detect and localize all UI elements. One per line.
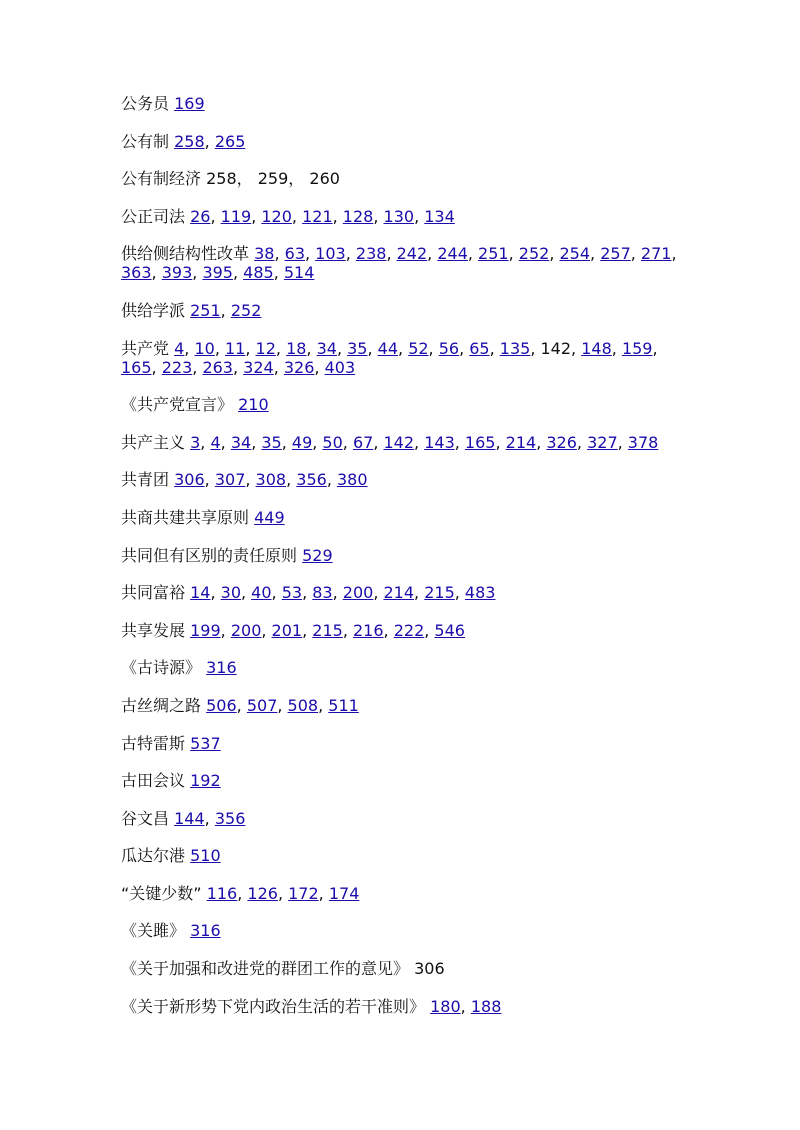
page-link[interactable]: 121 — [302, 206, 333, 226]
index-term: 共商共建共享原则 — [121, 507, 250, 527]
index-term: 《古诗源》 — [121, 658, 202, 678]
page-link[interactable]: 537 — [190, 733, 221, 753]
index-term: 《关于新形势下党内政治生活的若干准则》 — [121, 996, 426, 1016]
index-entry — [121, 997, 691, 1016]
page-separator: , — [204, 808, 215, 828]
page-link[interactable]: 18 — [286, 338, 307, 358]
page-link[interactable]: 546 — [434, 620, 465, 640]
index-entry — [121, 771, 691, 790]
page-separator: , — [314, 357, 325, 377]
page-separator: , — [342, 620, 353, 640]
page-separator: , — [275, 338, 287, 358]
page-separator: , — [414, 206, 425, 226]
index-entry — [121, 658, 691, 677]
page-link[interactable]: 223 — [161, 357, 193, 377]
index-entry — [121, 583, 691, 602]
page-link[interactable]: 215 — [424, 583, 455, 603]
page-link[interactable]: 174 — [328, 883, 360, 903]
page-number: 260 — [309, 169, 340, 189]
page-link[interactable]: 142 — [383, 432, 415, 452]
page-separator: , — [332, 583, 343, 603]
page-separator: ， — [288, 169, 310, 189]
index-entry — [121, 470, 691, 489]
page-link[interactable]: 251 — [478, 244, 509, 264]
page-link[interactable]: 56 — [438, 338, 460, 358]
page-link[interactable]: 514 — [283, 263, 315, 283]
page-link[interactable]: 63 — [284, 244, 305, 264]
page-link[interactable]: 316 — [206, 658, 237, 678]
page-separator: , — [414, 583, 425, 603]
page-separator: , — [204, 131, 215, 151]
index-entry — [121, 846, 691, 865]
index-term: 《关于加强和改进党的群团工作的意见》 — [121, 959, 410, 979]
page-separator: , — [318, 695, 329, 715]
page-link[interactable]: 363 — [121, 263, 152, 283]
page-link[interactable]: 34 — [316, 338, 337, 358]
page-link[interactable]: 356 — [296, 470, 327, 490]
page-link[interactable]: 258 — [174, 131, 205, 151]
page-separator: , — [454, 432, 465, 452]
page-link[interactable]: 308 — [255, 470, 287, 490]
page-link[interactable]: 50 — [322, 432, 343, 452]
index-term: 谷文昌 — [121, 808, 170, 828]
page-separator: , — [530, 338, 541, 358]
page-separator: , — [611, 338, 622, 358]
index-entry — [121, 508, 691, 527]
index-term: 古丝绸之路 — [121, 695, 202, 715]
page-link[interactable]: 188 — [470, 996, 502, 1016]
page-link[interactable]: 134 — [424, 206, 455, 226]
page-link[interactable]: 483 — [464, 583, 496, 603]
page-link[interactable]: 326 — [546, 432, 577, 452]
index-term: “关键少数” — [121, 883, 202, 903]
page-link[interactable]: 327 — [587, 432, 618, 452]
page-link[interactable]: 119 — [220, 206, 252, 226]
page-separator: , — [220, 432, 231, 452]
index-entry — [121, 395, 691, 414]
page-link[interactable]: 35 — [261, 432, 282, 452]
page-link[interactable]: 265 — [214, 131, 246, 151]
page-separator: , — [184, 338, 195, 358]
index-entry — [121, 132, 691, 151]
page-separator: , — [302, 620, 313, 640]
page-separator: , — [232, 263, 244, 283]
page-link[interactable]: 529 — [302, 545, 333, 565]
page-link[interactable]: 26 — [190, 206, 211, 226]
page-link[interactable]: 316 — [190, 921, 221, 941]
page-link[interactable]: 380 — [336, 470, 368, 490]
page-link[interactable]: 38 — [254, 244, 275, 264]
index-entry — [121, 546, 691, 565]
page-separator: , — [427, 244, 438, 264]
page-separator: , — [336, 338, 348, 358]
page-link[interactable]: 3 — [190, 432, 201, 452]
page-separator: , — [220, 620, 231, 640]
page-number: 259 — [257, 169, 289, 189]
page-link[interactable]: 165 — [121, 357, 152, 377]
page-separator: , — [237, 883, 248, 903]
page-link[interactable]: 143 — [424, 432, 455, 452]
page-separator: , — [214, 338, 225, 358]
page-separator: , — [261, 620, 272, 640]
index-page — [121, 94, 691, 1034]
page-link[interactable]: 49 — [291, 432, 313, 452]
index-term: 古特雷斯 — [121, 733, 186, 753]
page-link[interactable]: 130 — [383, 206, 415, 226]
page-separator: , — [277, 695, 288, 715]
page-link[interactable]: 4 — [174, 338, 185, 358]
page-separator: , — [302, 583, 313, 603]
page-link[interactable]: 65 — [469, 338, 490, 358]
page-link[interactable]: 485 — [243, 263, 274, 283]
page-separator: , — [373, 206, 384, 226]
page-separator: , — [271, 583, 282, 603]
page-separator: , — [460, 996, 471, 1016]
index-term: 共产党 — [121, 338, 170, 358]
page-link[interactable]: 11 — [225, 338, 246, 358]
index-term: 公有制经济 — [121, 169, 202, 189]
page-separator: , — [508, 244, 519, 264]
page-link[interactable]: 254 — [559, 244, 591, 264]
page-separator: , — [549, 244, 560, 264]
page-separator: , — [386, 244, 397, 264]
page-link[interactable]: 511 — [328, 695, 359, 715]
page-separator: , — [200, 432, 211, 452]
page-separator: , — [373, 583, 384, 603]
page-link[interactable]: 378 — [627, 432, 659, 452]
index-entry — [121, 884, 691, 903]
page-separator: , — [312, 432, 323, 452]
page-link[interactable]: 214 — [383, 583, 415, 603]
page-link[interactable]: 251 — [190, 300, 221, 320]
page-link[interactable]: 44 — [377, 338, 399, 358]
index-term: 古田会议 — [121, 771, 186, 791]
page-link[interactable]: 326 — [283, 357, 315, 377]
index-term: 供给侧结构性改革 — [121, 244, 250, 264]
index-term: 供给学派 — [121, 300, 186, 320]
page-link[interactable]: 165 — [464, 432, 496, 452]
page-separator: ， — [236, 169, 258, 189]
page-link[interactable]: 324 — [243, 357, 274, 377]
page-separator: , — [495, 432, 506, 452]
page-separator: , — [274, 244, 285, 264]
page-link[interactable]: 12 — [255, 338, 276, 358]
page-separator: , — [210, 583, 221, 603]
index-term: 《关雎》 — [121, 921, 186, 941]
page-separator: , — [281, 432, 292, 452]
page-link[interactable]: 35 — [347, 338, 368, 358]
index-term: 瓜达尔港 — [121, 846, 186, 866]
index-entry — [121, 921, 691, 940]
page-separator: , — [251, 432, 262, 452]
page-separator: , — [342, 432, 353, 452]
page-separator: , — [318, 883, 329, 903]
index-entry — [121, 339, 691, 377]
page-link[interactable]: 393 — [161, 263, 193, 283]
page-link[interactable]: 244 — [437, 244, 468, 264]
page-link[interactable]: 116 — [206, 883, 238, 903]
page-separator: , — [245, 470, 256, 490]
page-link[interactable]: 30 — [220, 583, 241, 603]
page-separator: , — [345, 244, 356, 264]
index-entry — [121, 169, 691, 188]
page-link[interactable]: 242 — [396, 244, 428, 264]
page-separator: , — [286, 470, 297, 490]
index-term: 共青团 — [121, 470, 170, 490]
page-link[interactable]: 169 — [174, 94, 205, 113]
page-link[interactable]: 252 — [230, 300, 262, 320]
page-link[interactable]: 403 — [324, 357, 356, 377]
page-link[interactable]: 307 — [214, 470, 246, 490]
page-link[interactable]: 449 — [254, 507, 285, 527]
page-link[interactable]: 506 — [206, 695, 237, 715]
page-separator: , — [151, 357, 162, 377]
page-link[interactable]: 52 — [408, 338, 429, 358]
index-entry — [121, 734, 691, 753]
page-separator: , — [373, 432, 384, 452]
page-link[interactable]: 180 — [430, 996, 461, 1016]
page-link[interactable]: 144 — [174, 808, 205, 828]
index-term: 共产主义 — [121, 432, 186, 452]
page-separator: , — [617, 432, 628, 452]
page-link[interactable]: 199 — [190, 620, 221, 640]
page-link[interactable]: 120 — [261, 206, 292, 226]
page-link[interactable]: 14 — [190, 583, 211, 603]
page-separator: , — [241, 583, 252, 603]
page-link[interactable]: 395 — [202, 263, 233, 283]
index-term: 《共产党宣言》 — [121, 395, 234, 415]
page-separator: , — [489, 338, 500, 358]
page-link[interactable]: 128 — [342, 206, 374, 226]
page-separator: , — [454, 583, 465, 603]
page-separator: , — [245, 338, 256, 358]
page-number: 306 — [414, 959, 445, 979]
index-entry — [121, 94, 691, 113]
page-separator: , — [273, 357, 284, 377]
page-link[interactable]: 507 — [246, 695, 278, 715]
page-link[interactable]: 4 — [210, 432, 221, 452]
page-number: 142 — [540, 338, 572, 358]
page-link[interactable]: 34 — [230, 432, 252, 452]
page-separator: , — [383, 620, 394, 640]
page-link[interactable]: 83 — [312, 583, 333, 603]
page-link[interactable]: 159 — [621, 338, 653, 358]
page-link[interactable]: 192 — [190, 771, 221, 791]
page-separator: , — [630, 244, 641, 264]
page-link[interactable]: 53 — [281, 583, 303, 603]
index-entry — [121, 433, 691, 452]
page-link[interactable]: 508 — [287, 695, 319, 715]
index-entry — [121, 959, 691, 978]
page-link[interactable]: 263 — [202, 357, 233, 377]
page-separator: , — [428, 338, 439, 358]
page-separator: , — [424, 620, 435, 640]
page-separator: , — [367, 338, 378, 358]
page-separator: , — [232, 357, 244, 377]
page-separator: , — [236, 695, 247, 715]
page-separator: , — [590, 244, 601, 264]
page-link[interactable]: 356 — [214, 808, 246, 828]
index-term: 公正司法 — [121, 206, 186, 226]
index-entry — [121, 809, 691, 828]
page-link[interactable]: 103 — [315, 244, 346, 264]
page-link[interactable]: 257 — [600, 244, 631, 264]
page-link[interactable]: 238 — [355, 244, 387, 264]
page-link[interactable]: 10 — [194, 338, 215, 358]
index-term: 公有制 — [121, 131, 170, 151]
page-link[interactable]: 201 — [271, 620, 303, 640]
page-separator: , — [306, 338, 317, 358]
page-link[interactable]: 222 — [393, 620, 425, 640]
page-separator: , — [326, 470, 337, 490]
page-separator: , — [273, 263, 284, 283]
page-link[interactable]: 40 — [251, 583, 272, 603]
page-link[interactable]: 215 — [312, 620, 343, 640]
page-link[interactable]: 271 — [640, 244, 672, 264]
page-link[interactable]: 200 — [230, 620, 262, 640]
page-separator: , — [398, 338, 409, 358]
page-link[interactable]: 306 — [174, 470, 205, 490]
page-separator: , — [305, 244, 316, 264]
page-link[interactable]: 210 — [238, 395, 269, 415]
page-separator: , — [220, 300, 231, 320]
page-link[interactable]: 135 — [499, 338, 531, 358]
page-link[interactable]: 200 — [342, 583, 374, 603]
page-separator: , — [459, 338, 470, 358]
page-link[interactable]: 252 — [518, 244, 550, 264]
page-separator: , — [277, 883, 289, 903]
page-link[interactable]: 216 — [352, 620, 384, 640]
index-term: 共享发展 — [121, 620, 186, 640]
page-separator: , — [332, 206, 343, 226]
page-separator: , — [291, 206, 303, 226]
page-separator: , — [652, 338, 658, 358]
page-link[interactable]: 172 — [288, 883, 319, 903]
page-separator: , — [671, 244, 677, 264]
page-separator: , — [204, 470, 215, 490]
page-link[interactable]: 214 — [505, 432, 537, 452]
page-link[interactable]: 148 — [581, 338, 612, 358]
index-term: 公务员 — [121, 94, 170, 113]
page-number: 258 — [206, 169, 237, 189]
index-entry — [121, 244, 691, 282]
page-separator: , — [251, 206, 262, 226]
index-entry — [121, 621, 691, 640]
index-term: 共同富裕 — [121, 583, 186, 603]
page-separator: , — [571, 338, 582, 358]
index-term: 共同但有区别的责任原则 — [121, 545, 298, 565]
index-entry — [121, 301, 691, 320]
page-separator: , — [467, 244, 479, 264]
page-separator: , — [414, 432, 425, 452]
page-separator: , — [151, 263, 162, 283]
page-separator: , — [536, 432, 547, 452]
page-separator: , — [192, 357, 203, 377]
page-separator: , — [576, 432, 588, 452]
index-entry — [121, 207, 691, 226]
page-link[interactable]: 510 — [190, 846, 221, 866]
index-entry — [121, 696, 691, 715]
page-separator: , — [192, 263, 203, 283]
page-link[interactable]: 126 — [247, 883, 278, 903]
page-link[interactable]: 67 — [352, 432, 374, 452]
page-separator: , — [210, 206, 221, 226]
